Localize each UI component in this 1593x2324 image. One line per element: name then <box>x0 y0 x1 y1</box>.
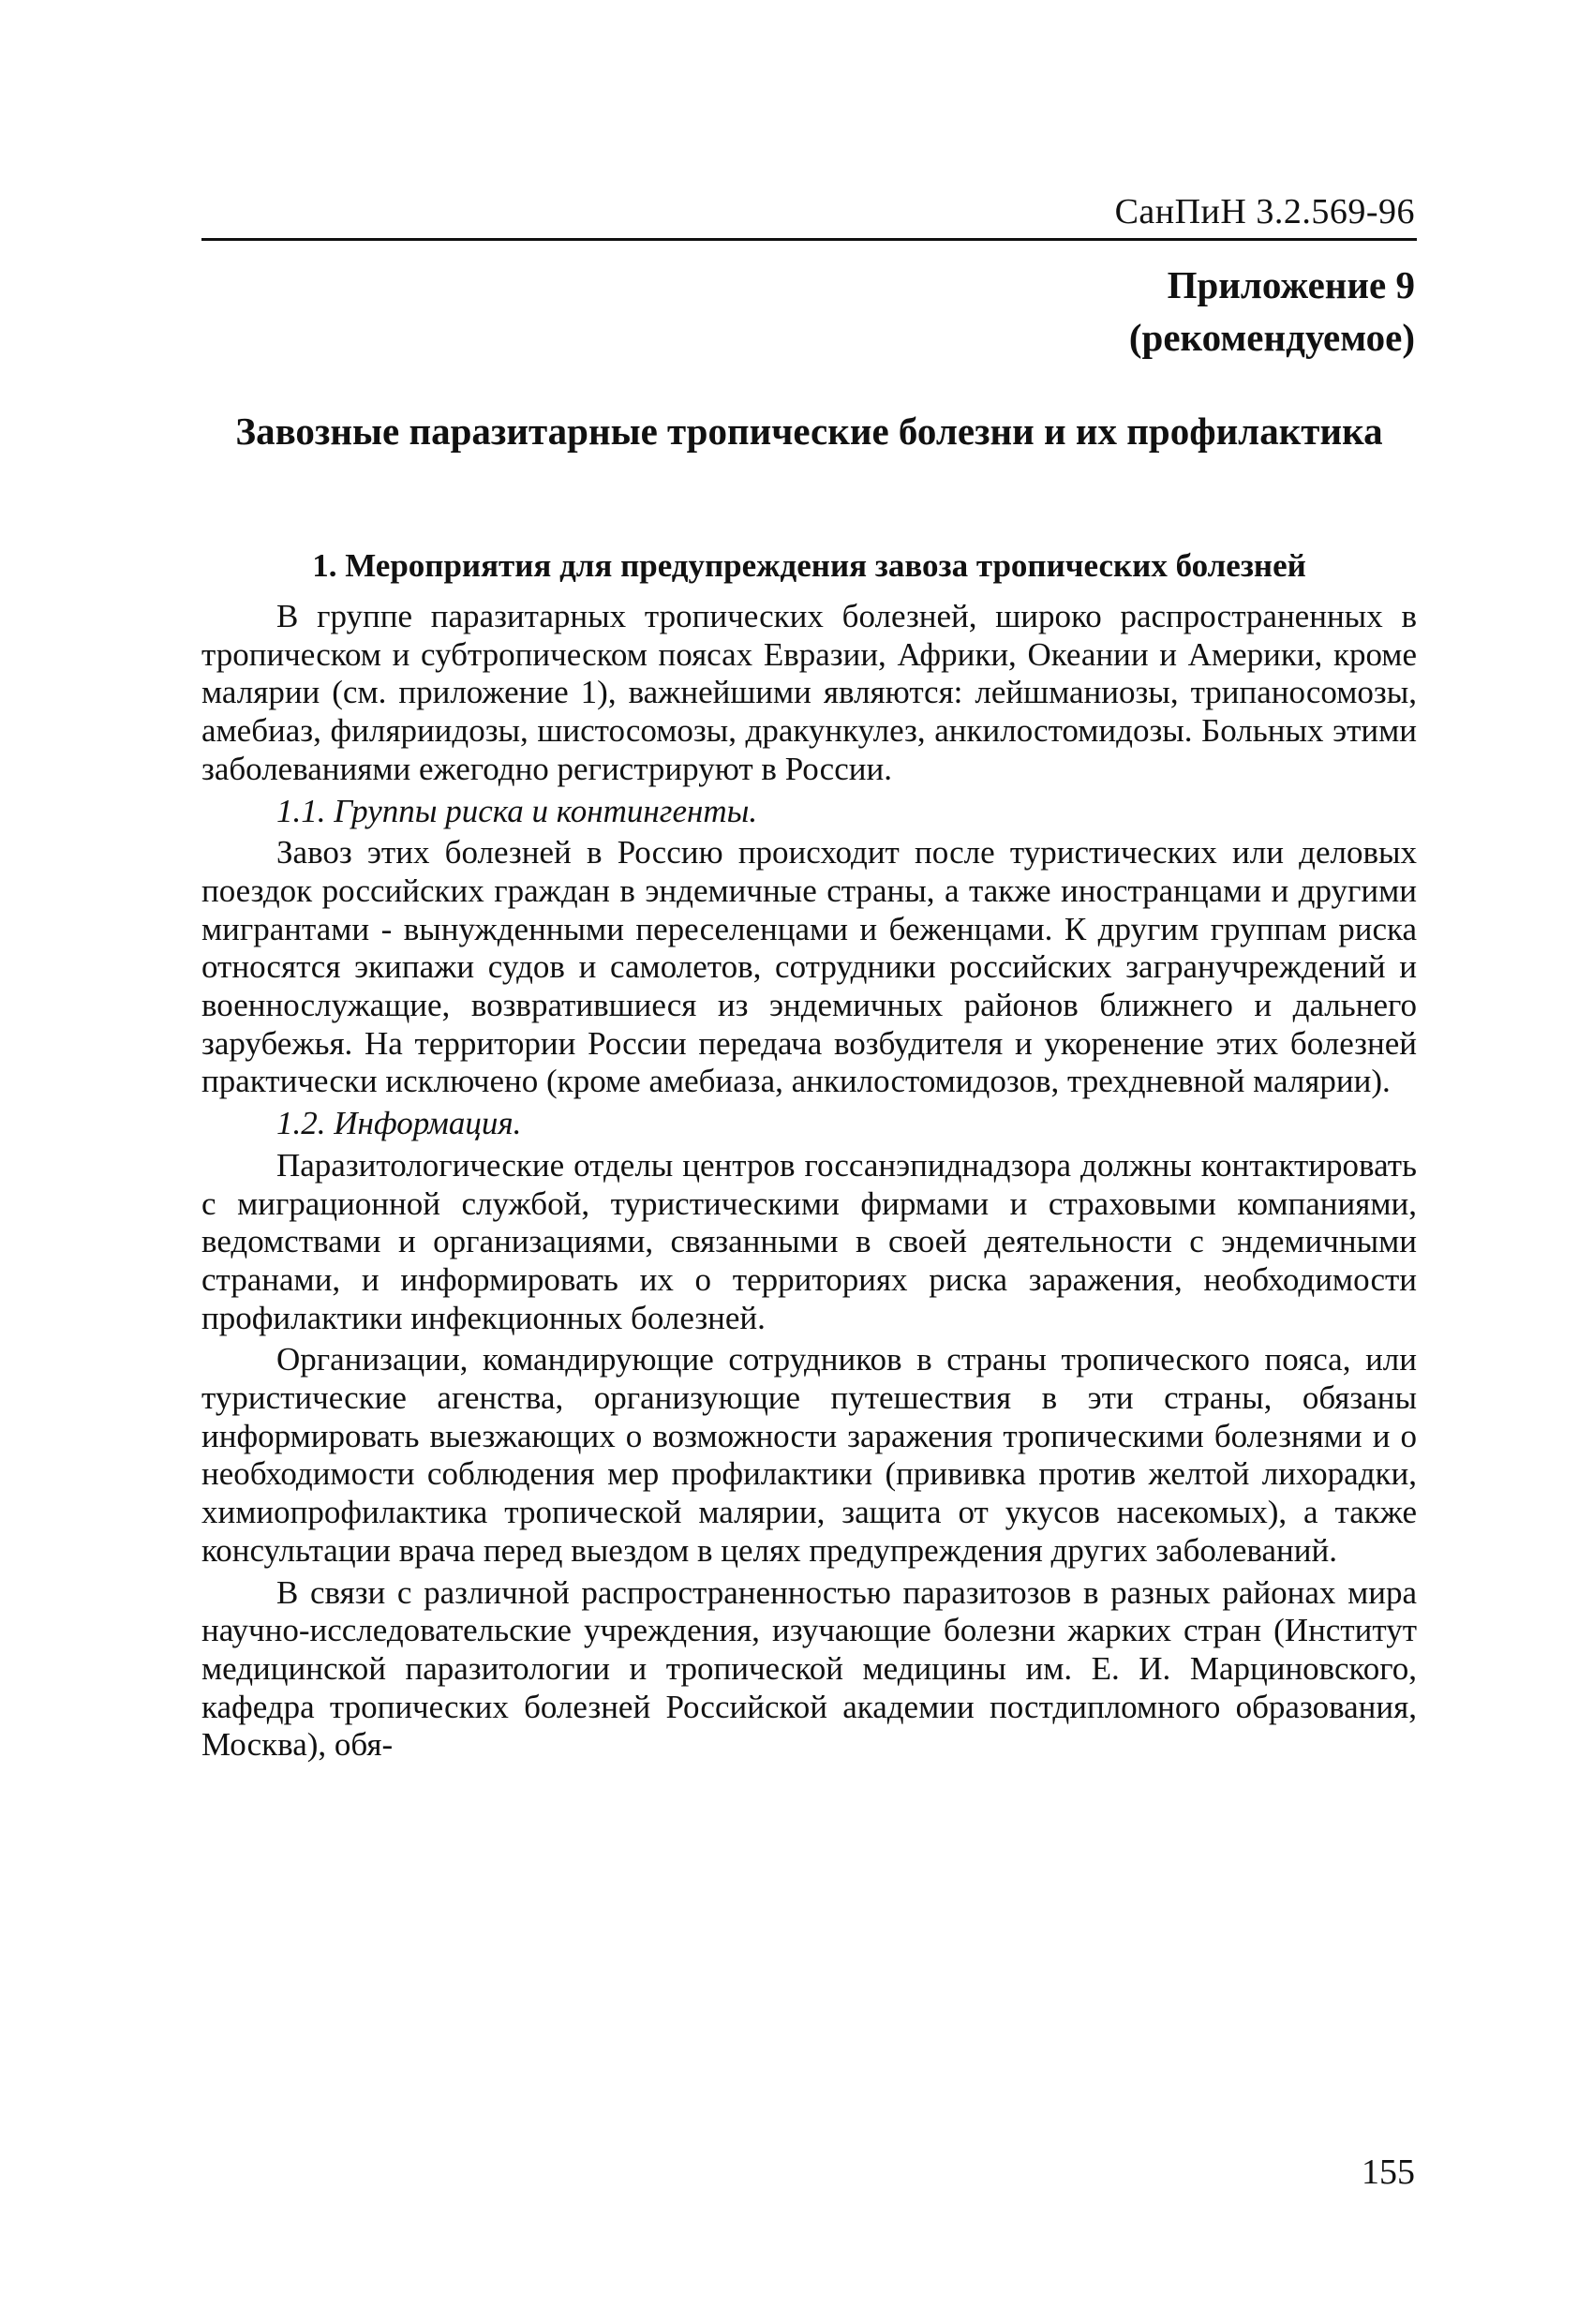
document-title: Завозные паразитарные тропические болезни и их профилактика <box>235 410 1383 453</box>
subsection-1-2-paragraph-2: Организации, командирующие сотрудников в страны тропического пояса, или туристические агенства, организующие путешествия в эти страны, обязаны информировать выезжающих о возможности заражения тропическими болезнями и о необходимости соблюдения мер профилактики (прививка против желтой лихорадки, химиопрофилактика тропической малярии, защита от укусов насекомых), а также консультации врача перед выездом в целях предупреждения других заболеваний. <box>201 1341 1417 1569</box>
subsection-1-2-paragraph-3: В связи с различной распространенностью паразитозов в разных районах мира научно-исследовательские учреждения, изучающие болезни жарких стран (Институт медицинской паразитологии и тропической медицины им. Е. И. Марциновского, кафедра тропических болезней Российской академии постдипломного образования, Москва), обя- <box>201 1573 1417 1764</box>
subsection-1-2-paragraph-1: Паразитологические отделы центров госсанэпиднадзора должны контактировать с миграционной службой, туристическими фирмами и страховыми компаниями, ведомствами и организациями, связанными в своей деятельности с эндемичными странами, и информировать их о территориях риска заражения, необходимости профилактики инфекционных болезней. <box>201 1146 1417 1336</box>
body-text <box>201 598 1417 1768</box>
subsection-1-1-heading: 1.1. Группы риска и контингенты. <box>276 792 758 829</box>
running-head: СанПиН 3.2.569-96 <box>1114 192 1415 231</box>
header-rule <box>201 238 1417 241</box>
subsection-1-2-heading: 1.2. Информация. <box>276 1105 522 1142</box>
subsection-1-1-paragraph: Завоз этих болезней в Россию происходит после туристических или деловых поездок российских граждан в эндемичные страны, а также иностранцами и другими мигрантами - вынужденными переселенцами и беженцами. К другим группам риска относятся экипажи судов и самолетов, сотрудники российских загранучреждений и военнослужащие, возвратившиеся из эндемичных районов ближнего и дальнего зарубежья. На территории России передача возбудителя и укоренение этих болезней практически исключено (кроме амебиаза, анкилостомидозов, трехдневной малярии). <box>201 834 1417 1100</box>
page-number: 155 <box>1362 2153 1415 2192</box>
appendix-number: Приложение 9 <box>1167 263 1415 306</box>
section-1-intro-paragraph: В группе паразитарных тропических болезней, широко распространенных в тропическом и субтропическом поясах Евразии, Африки, Океании и Америки, кроме малярии (см. приложение 1), важнейшими являются: лейшманиозы, трипаносомозы, амебиаз, филяриидозы, шистосомозы, дракункулез, анкилостомидозы. Больных этими заболеваниями ежегодно регистрируют в России. <box>201 598 1417 787</box>
appendix-type: (рекомендуемое) <box>1128 316 1415 359</box>
appendix-label <box>1129 259 1415 364</box>
section-1-heading: 1. Мероприятия для предупреждения завоза тропических болезней <box>312 547 1306 584</box>
